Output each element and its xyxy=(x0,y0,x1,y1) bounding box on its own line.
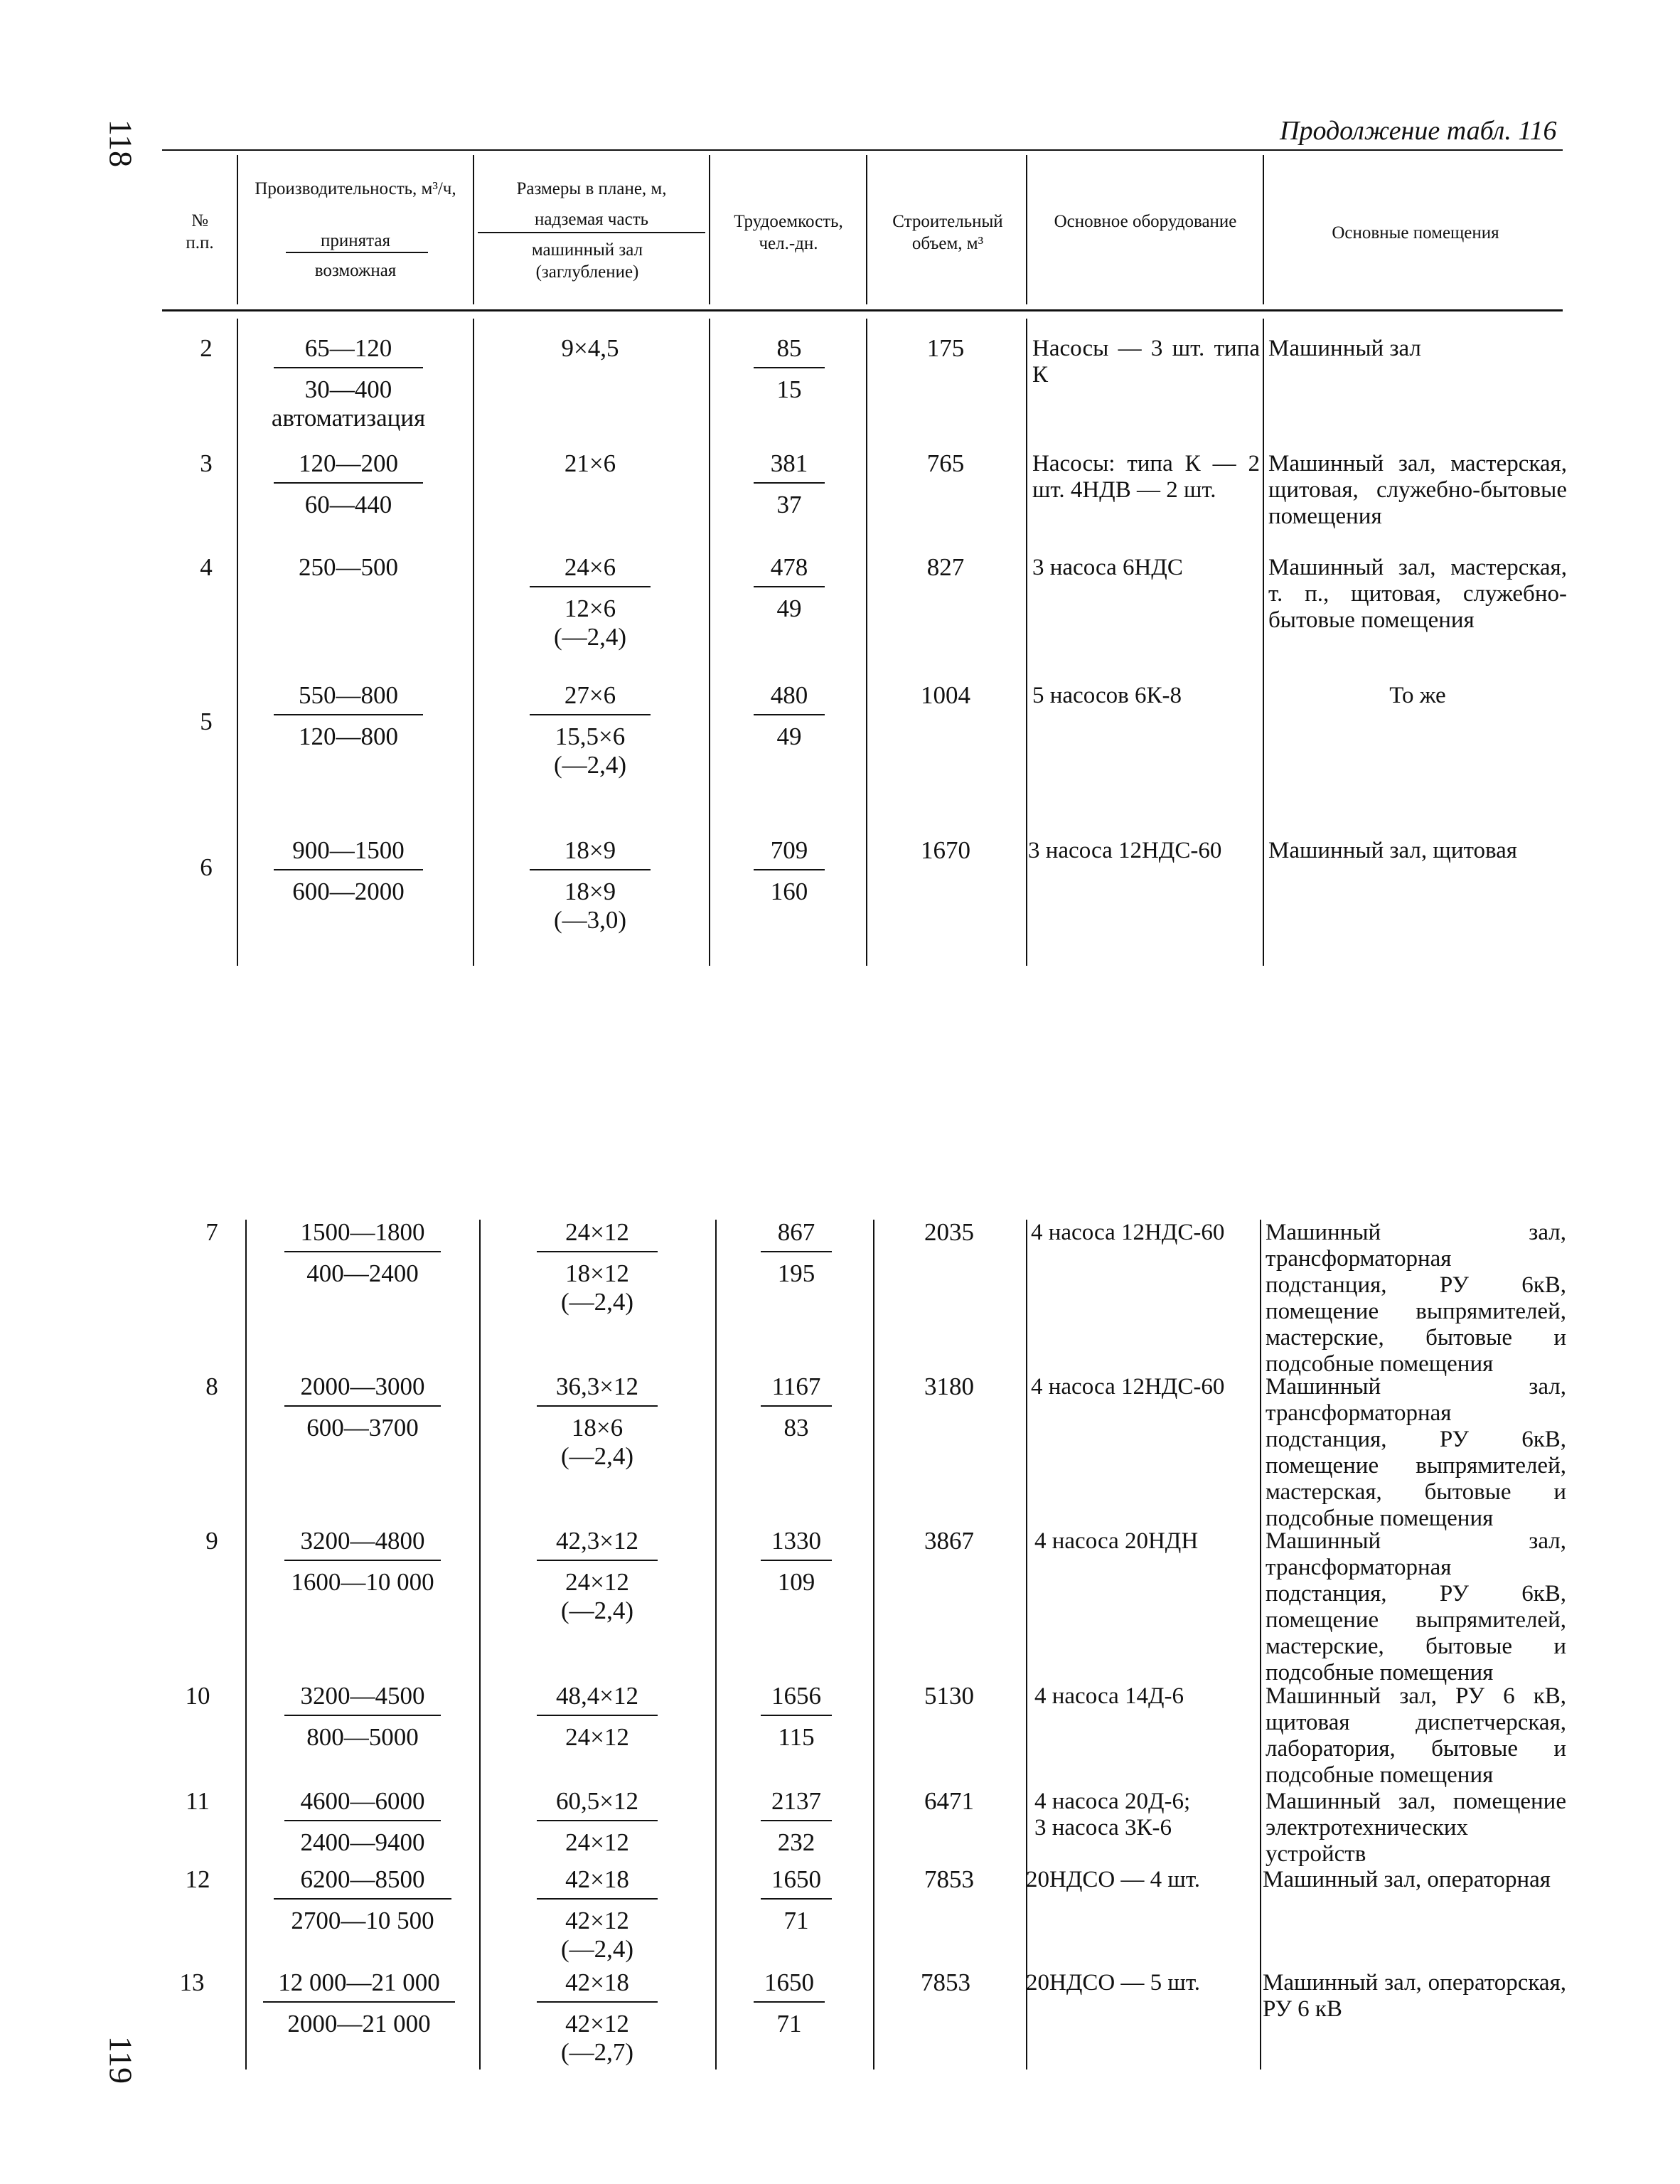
capacity-possible: 400—2400 xyxy=(306,1259,419,1287)
body-col-divider xyxy=(709,319,710,966)
size-machine-hall: 42×12 xyxy=(565,2010,629,2037)
rooms-cell: Машинный зал, РУ 6 кВ, щитовая диспетчерская, лаборатория, бытовые и подсобные помещения xyxy=(1266,1683,1566,1788)
equipment-cell: 20НДСО — 5 шт. xyxy=(1026,1970,1201,1996)
size-above-ground: 42×18 xyxy=(565,1865,629,1893)
size-machine-hall: 18×6 xyxy=(571,1414,624,1442)
size-cell xyxy=(505,1682,690,1752)
table-caption: Продолжение табл. 116 xyxy=(1280,116,1557,146)
size-depth: (—2,4) xyxy=(553,623,627,651)
equipment-cell: 4 насоса 12НДС-60 xyxy=(1031,1374,1225,1400)
body-col-divider xyxy=(237,319,238,966)
capacity-possible: 2400—9400 xyxy=(300,1828,425,1856)
row-number: 7 xyxy=(205,1218,218,1246)
body-col-divider xyxy=(245,1220,247,2070)
header-col-divider xyxy=(1263,155,1264,304)
size-cell xyxy=(498,553,683,651)
body-col-divider xyxy=(1026,1220,1027,2070)
size-machine-hall: 42×12 xyxy=(565,1907,629,1934)
capacity-accepted: 550—800 xyxy=(299,681,398,709)
volume-cell: 1004 xyxy=(921,681,970,709)
row-number: 3 xyxy=(200,449,213,477)
capacity-cell xyxy=(256,449,441,519)
body-col-divider xyxy=(473,319,474,966)
labor-part: 49 xyxy=(776,723,802,750)
volume-cell: 765 xyxy=(926,449,965,477)
capacity-possible: 2000—21 000 xyxy=(287,2010,431,2037)
labor-part: 83 xyxy=(783,1414,809,1442)
labor-part: 232 xyxy=(777,1828,815,1856)
size-above-ground: 60,5×12 xyxy=(556,1787,638,1815)
size-cell: 21×6 xyxy=(564,449,616,477)
volume-cell: 7853 xyxy=(924,1865,974,1893)
labor-cell xyxy=(739,836,839,906)
labor-part: 15 xyxy=(776,375,802,403)
labor-total: 480 xyxy=(770,681,808,709)
volume-cell: 175 xyxy=(926,334,965,362)
header-capacity-num: принятая xyxy=(321,231,390,250)
volume-cell: 2035 xyxy=(924,1218,974,1246)
header-bottom-rule xyxy=(162,309,1563,311)
header-size-den: машинный зал (заглубление) xyxy=(531,240,643,282)
capacity-accepted: 120—200 xyxy=(299,449,398,477)
size-machine-hall: 18×9 xyxy=(564,878,616,905)
labor-total: 1650 xyxy=(771,1865,821,1893)
labor-cell xyxy=(747,1682,846,1752)
labor-part: 37 xyxy=(776,491,802,518)
volume-cell: 6471 xyxy=(924,1787,974,1815)
capacity-cell xyxy=(263,1787,462,1857)
header-size-title: Размеры в плане, м, xyxy=(516,179,667,198)
size-above-ground: 48,4×12 xyxy=(556,1682,638,1710)
size-cell: 9×4,5 xyxy=(561,334,619,362)
capacity-possible: 1600—10 000 xyxy=(291,1568,434,1596)
size-above-ground: 42×18 xyxy=(565,1969,629,1996)
labor-total: 709 xyxy=(770,836,808,864)
header-capacity-bar xyxy=(286,252,428,253)
rooms-cell: Машинный зал, трансформаторная подстанция, РУ 6кВ, помещение выпрямителей, мастерские, бытовые и подсобные помещения xyxy=(1266,1220,1566,1377)
volume-cell: 3867 xyxy=(924,1527,974,1555)
volume-cell: 1670 xyxy=(921,836,970,864)
size-depth: (—2,4) xyxy=(560,1597,634,1624)
capacity-possible: 800—5000 xyxy=(306,1723,419,1751)
labor-cell xyxy=(747,1527,846,1597)
capacity-accepted: 1500—1800 xyxy=(300,1218,425,1246)
labor-part: 49 xyxy=(776,595,802,622)
size-above-ground: 42,3×12 xyxy=(556,1527,638,1555)
labor-cell xyxy=(747,1865,846,1935)
rooms-cell: Машинный зал, трансформаторная подстанция, РУ 6кВ, помещение выпрямителей, мастерские, бытовые и подсобные помещения xyxy=(1266,1528,1566,1685)
capacity-cell xyxy=(256,334,441,432)
rooms-cell: Машинный зал, трансформаторная подстанция, РУ 6кВ, помещение выпрямителей, мастерская, бытовые и подсобные помещения xyxy=(1266,1374,1566,1531)
labor-cell xyxy=(739,553,839,623)
body-col-divider xyxy=(873,1220,874,2070)
page-number-top: 118 xyxy=(102,119,139,168)
header-size-num: надземая часть xyxy=(534,210,649,229)
equipment-cell: 4 насоса 12НДС-60 xyxy=(1031,1220,1225,1245)
capacity-possible: 600—2000 xyxy=(292,878,405,905)
size-cell xyxy=(505,1373,690,1471)
labor-total: 1330 xyxy=(771,1527,821,1555)
capacity-cell xyxy=(256,836,441,906)
labor-total: 1167 xyxy=(771,1373,821,1400)
size-depth: (—3,0) xyxy=(553,906,627,934)
header-equipment: Основное оборудование xyxy=(1054,212,1237,231)
size-depth: (—2,7) xyxy=(560,2038,634,2066)
header-size-bar xyxy=(478,232,705,233)
capacity-accepted: 3200—4800 xyxy=(300,1527,425,1555)
body-col-divider xyxy=(1026,319,1027,966)
header-col-divider xyxy=(709,155,710,304)
header-labor: Трудоемкость, чел.-дн. xyxy=(734,212,843,253)
rooms-cell: Машинный зал, операторная xyxy=(1263,1867,1551,1892)
size-machine-hall: 12×6 xyxy=(564,595,616,622)
capacity-cell xyxy=(263,1527,462,1597)
body-col-divider xyxy=(1263,319,1264,966)
labor-part: 195 xyxy=(777,1259,815,1287)
size-above-ground: 27×6 xyxy=(564,681,616,709)
labor-cell xyxy=(747,1373,846,1442)
capacity-possible: 2700—10 500 xyxy=(291,1907,434,1934)
labor-total: 1656 xyxy=(771,1682,821,1710)
header-capacity-title: Производительность, м³/ч, xyxy=(255,179,456,198)
labor-total: 478 xyxy=(770,553,808,581)
volume-cell: 827 xyxy=(926,553,965,581)
header-capacity-den: возможная xyxy=(314,261,397,280)
equipment-cell: 3 насоса 12НДС-60 xyxy=(1028,838,1222,863)
size-depth: (—2,4) xyxy=(553,751,627,779)
size-machine-hall: 24×12 xyxy=(565,1828,629,1856)
capacity-possible: 60—440 xyxy=(304,491,392,518)
row-number: 2 xyxy=(200,334,213,362)
header-num: № п.п. xyxy=(186,211,214,252)
equipment-cell: 20НДСО — 4 шт. xyxy=(1026,1867,1201,1892)
header-volume: Строительный объем, м³ xyxy=(892,212,1003,253)
labor-part: 71 xyxy=(783,1907,809,1934)
capacity-cell xyxy=(256,681,441,751)
capacity-cell xyxy=(263,1373,462,1442)
size-machine-hall: 24×12 xyxy=(565,1568,629,1596)
rooms-cell: Машинный зал, мастерская, щитовая, служебно-бытовые помещения xyxy=(1268,451,1567,529)
row-number: 8 xyxy=(205,1373,218,1400)
equipment-cell: 3 насоса 6НДС xyxy=(1032,555,1183,580)
row-number: 6 xyxy=(200,853,213,881)
capacity-accepted: 4600—6000 xyxy=(300,1787,425,1815)
equipment-cell: 5 насосов 6К-8 xyxy=(1032,683,1182,708)
size-above-ground: 18×9 xyxy=(564,836,616,864)
labor-total: 867 xyxy=(777,1218,815,1246)
labor-part: 71 xyxy=(776,2010,802,2037)
body-col-divider xyxy=(1260,1220,1261,2070)
capacity-cell xyxy=(263,1865,462,1935)
volume-cell: 7853 xyxy=(921,1969,970,1996)
header-col-divider xyxy=(473,155,474,304)
capacity-possible: 30—400 xyxy=(304,375,392,403)
labor-total: 2137 xyxy=(771,1787,821,1815)
size-machine-hall: 15,5×6 xyxy=(555,723,626,750)
capacity-accepted: 3200—4500 xyxy=(300,1682,425,1710)
row-number: 9 xyxy=(205,1527,218,1555)
labor-cell xyxy=(747,1218,846,1288)
size-cell xyxy=(505,1969,690,2067)
size-machine-hall: 24×12 xyxy=(565,1723,629,1751)
size-cell xyxy=(505,1787,690,1857)
volume-cell: 5130 xyxy=(924,1682,974,1710)
labor-cell xyxy=(739,334,839,404)
row-number: 5 xyxy=(200,708,213,735)
capacity-cell: 250—500 xyxy=(299,553,398,581)
rooms-cell: Машинный зал, помещение электротехнических устройств xyxy=(1266,1789,1566,1867)
size-cell xyxy=(505,1218,690,1316)
capacity-note: автоматизация xyxy=(271,404,426,432)
rooms-cell: Машинный зал, щитовая xyxy=(1268,838,1517,863)
capacity-accepted: 65—120 xyxy=(304,334,392,362)
header-rooms: Основные помещения xyxy=(1332,223,1499,243)
capacity-cell xyxy=(256,1969,462,2038)
row-number: 11 xyxy=(186,1787,210,1815)
labor-total: 85 xyxy=(776,334,802,362)
size-cell xyxy=(498,681,683,779)
size-cell xyxy=(498,836,683,934)
capacity-cell xyxy=(263,1218,462,1288)
rooms-cell: Машинный зал, мастерская, т. п., щитовая, служебно-бытовые помещения xyxy=(1268,555,1567,633)
volume-cell: 3180 xyxy=(924,1373,974,1400)
header-col-divider xyxy=(866,155,867,304)
equipment-cell: Насосы — 3 шт. типа К xyxy=(1032,336,1260,388)
size-depth: (—2,4) xyxy=(560,1442,634,1470)
size-cell xyxy=(505,1527,690,1625)
size-above-ground: 36,3×12 xyxy=(556,1373,638,1400)
rooms-cell: То же xyxy=(1389,683,1446,708)
equipment-cell: Насосы: типа К — 2 шт. 4НДВ — 2 шт. xyxy=(1032,451,1260,503)
capacity-possible: 120—800 xyxy=(299,723,398,750)
body-col-divider xyxy=(715,1220,717,2070)
labor-total: 381 xyxy=(770,449,808,477)
body-col-divider xyxy=(866,319,867,966)
capacity-possible: 600—3700 xyxy=(306,1414,419,1442)
labor-cell xyxy=(739,1969,839,2038)
header-col-divider xyxy=(237,155,238,304)
header-col-divider xyxy=(1026,155,1027,304)
labor-part: 109 xyxy=(777,1568,815,1596)
size-above-ground: 24×6 xyxy=(564,553,616,581)
rooms-cell: Машинный зал xyxy=(1268,336,1421,361)
page-number-bottom: 119 xyxy=(102,2035,139,2084)
size-machine-hall: 18×12 xyxy=(565,1259,629,1287)
equipment-cell: 4 насоса 20НДН xyxy=(1034,1528,1199,1554)
rooms-cell: Машинный зал, операторская, РУ 6 кВ xyxy=(1263,1970,1566,2022)
capacity-accepted: 900—1500 xyxy=(292,836,405,864)
size-cell xyxy=(505,1865,690,1964)
row-number: 10 xyxy=(185,1682,210,1710)
labor-cell xyxy=(747,1787,846,1857)
labor-part: 160 xyxy=(770,878,808,905)
header-top-rule xyxy=(162,149,1563,151)
capacity-accepted: 12 000—21 000 xyxy=(278,1969,440,1996)
size-depth: (—2,4) xyxy=(560,1935,634,1963)
row-number: 13 xyxy=(179,1969,205,1996)
labor-part: 115 xyxy=(778,1723,815,1751)
labor-total: 1650 xyxy=(764,1969,814,1996)
capacity-accepted: 6200—8500 xyxy=(300,1865,425,1893)
row-number: 12 xyxy=(185,1865,210,1893)
equipment-cell: 4 насоса 20Д-6; 3 насоса 3К-6 xyxy=(1034,1789,1191,1841)
capacity-accepted: 2000—3000 xyxy=(300,1373,425,1400)
body-col-divider xyxy=(479,1220,481,2070)
row-number: 4 xyxy=(200,553,213,581)
labor-cell xyxy=(739,449,839,519)
size-above-ground: 24×12 xyxy=(565,1218,629,1246)
capacity-cell xyxy=(263,1682,462,1752)
size-depth: (—2,4) xyxy=(560,1288,634,1316)
labor-cell xyxy=(739,681,839,751)
equipment-cell: 4 насоса 14Д-6 xyxy=(1034,1683,1184,1709)
